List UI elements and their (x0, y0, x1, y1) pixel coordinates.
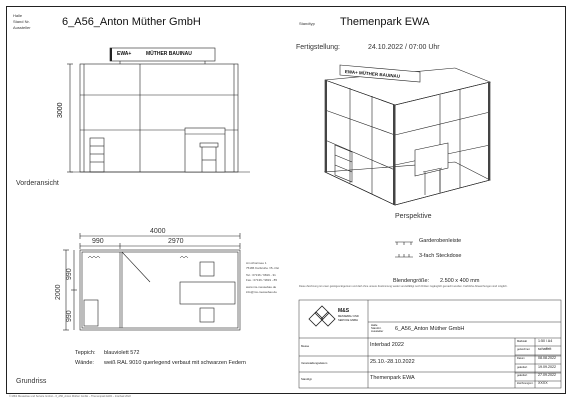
tb-label-geaendert2: geändert (517, 374, 528, 377)
plan-dim-right: 2970 (168, 238, 184, 245)
tb-massstab-value: 1:50 / A4 (538, 339, 553, 343)
front-sign-right: MÜTHER BAUINAU (146, 51, 192, 57)
tb-label-gezeichnet: gezeichnet (517, 348, 530, 351)
exhibitor-title: 6_A56_Anton Müther GmbH (62, 16, 201, 28)
front-sign-left: EWA+ (117, 51, 132, 57)
tb-label-messe: Messe (301, 344, 310, 348)
legend-steckdose: 3-fach Steckdose (419, 253, 462, 259)
tb-gezeichnet-value: schaffeit (538, 347, 552, 351)
plan-dim-left: 990 (92, 238, 104, 245)
logo-sub-1: MESSEBAU UND (338, 315, 359, 318)
plan-dim-bottom: 990 (66, 310, 73, 322)
fertigstellung-value: 24.10.2022 / 07:00 Uhr (368, 44, 440, 51)
tb-label-massstab: Maßstab (517, 340, 528, 343)
tb-messe-value: Interbad 2022 (370, 342, 404, 348)
perspective-sign: EWA+ MÜTHER BAUINAU (344, 69, 401, 79)
plan-dim-height: 2000 (55, 284, 62, 300)
front-height-dim: 3000 (57, 102, 64, 118)
tb-label-geaendert: geändert (517, 366, 528, 369)
tb-label-stand: Halle Standnr. Aussteller (371, 323, 384, 334)
logo-sub-2: SERVICE GMBH (338, 319, 358, 322)
company-logo (309, 306, 335, 326)
waende-label: Wände: (75, 360, 94, 366)
tb-geaendert-value: 19.09.2022 (538, 365, 556, 369)
tb-zeichnung-value: XXXX (538, 381, 548, 385)
address-line-1: Am Ahornsee 1 (246, 261, 267, 265)
label-fertigstellung: Fertigstellung: (296, 44, 340, 51)
address-line-2: 75186 Karlsruhe / B.-Ost (246, 266, 280, 270)
legend-garderobenleiste: Garderobenleiste (419, 238, 462, 244)
tb-datum-value: 25.10.-28.10.2022 (370, 359, 415, 365)
teppich-value: blauviolett 572 (104, 350, 140, 356)
company-tel: Tel.: 07136 / 9819 - 31 (246, 273, 276, 277)
plan-dim-total: 4000 (150, 228, 166, 235)
label-aussteller: Aussteller (13, 25, 31, 30)
label-standtyp: Standtyp (299, 21, 315, 26)
label-stand-nr: Stand Nr. (13, 19, 30, 24)
blende-value: 2.500 x 400 mm (440, 278, 480, 284)
tb-label-datum2: Datum (517, 357, 525, 360)
teppich-label: Teppich: (75, 350, 96, 356)
tb-geaendert2-value: 27.09.2022 (538, 373, 556, 377)
plan-dim-top: 990 (66, 268, 73, 280)
tb-typ-value: Themenpark EWA (370, 375, 415, 381)
tb-datum2-value: 08.08.2022 (538, 356, 556, 360)
blende-label: Blendengröße: (393, 278, 430, 284)
company-fax: Fax.: 07136 / 9819 - 85 (246, 278, 278, 282)
stand-type-title: Themenpark EWA (340, 16, 430, 28)
waende-value: weiß RAL 9010 querlegend verbaut mit schwarzen Federn (104, 360, 246, 366)
perspective-label: Perspektive (395, 213, 432, 220)
tb-stand-value: 6_A56_Anton Müther GmbH (395, 326, 465, 332)
company-web: www.ms-messebau.de (246, 285, 277, 289)
tb-label-datum: Veranstaltungsdatum (301, 361, 328, 365)
legal-note: Diese Zeichnung ist unser geistiges Eigentum und darf ohne unsere Zustimmung weder vervielfältigt noch Dritten zugänglich gemacht werden. Farbliche Abweichungen sind möglich. (299, 285, 508, 288)
footer-note: © M&S Messebau und Service GmbH – 6_A56_Anton Müther GmbH – Themenpark EWA – Interbad 2022 (9, 395, 131, 398)
tb-label-typ: Standtyp (301, 377, 313, 381)
logo-text: M&S (338, 308, 350, 314)
label-halle: Halle (13, 13, 23, 18)
front-view-label: Vorderansicht (16, 180, 59, 187)
tb-label-zeichnung: Zeichnungsnr. (517, 382, 534, 385)
company-mail: info@ms-messebau.de (246, 290, 277, 294)
floor-plan-label: Grundriss (16, 378, 47, 385)
